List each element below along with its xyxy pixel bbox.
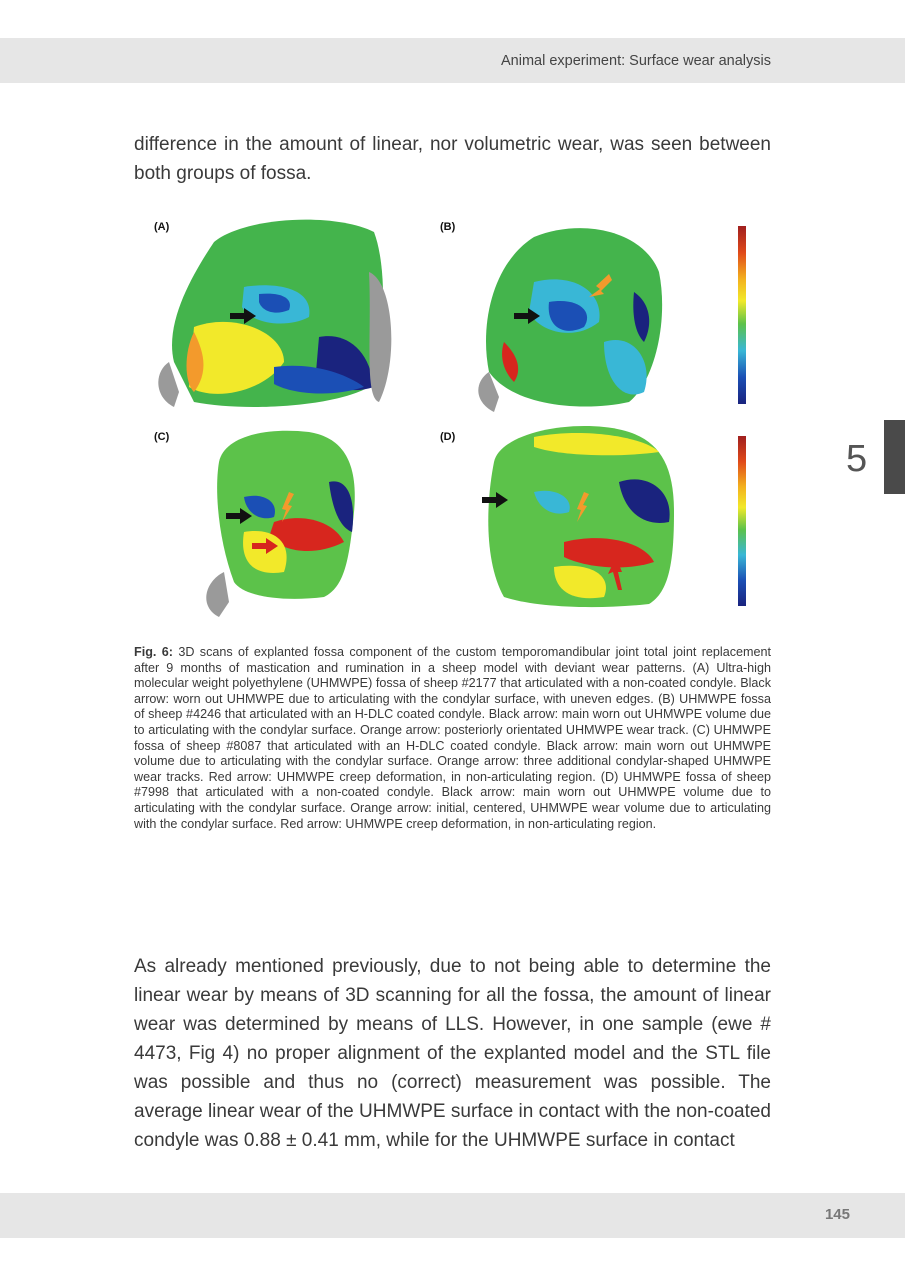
panel-b (440, 221, 662, 412)
panel-d (440, 426, 674, 607)
paragraph-continued: difference in the amount of linear, nor volumetric wear, was seen between both groups of fossa. (134, 134, 771, 184)
panel-c-label: (C) (154, 431, 170, 443)
chapter-tab (884, 420, 905, 494)
caption-label: Fig. 6: (134, 645, 173, 659)
footer-band (0, 1193, 905, 1238)
color-scale-bottom (738, 436, 746, 606)
page-number: 145 (824, 1206, 850, 1223)
color-scale-top (738, 226, 746, 404)
chapter-number: 5 (846, 438, 868, 480)
panel-c (154, 431, 355, 617)
panel-a (154, 220, 391, 407)
panel-d-label: (D) (440, 431, 456, 443)
figure-3d-scans (134, 212, 771, 622)
paragraph-linear-wear: As already mentioned previously, due to not being able to determine the linear wear by means of 3D scanning for all the fossa, the amount of linear wear was determined by means of LLS. However, in one sample (ewe # 4473, Fig 4) no proper alignment of the explanted model and the STL file was possible and thus no (correct) measurement was possible. The average linear wear of the UHMWPE surface in contact with the non-coated condyle was 0.88 ± 0.41 mm, while for the UHMWPE surface in contact (134, 956, 771, 1151)
figure-caption (134, 645, 771, 832)
caption-text: 3D scans of explanted fossa component of the custom temporomandibular joint total joint replacement after 9 months of mastication and rumination in a sheep model with deviant wear patterns. (A) Ultra-high molecular weight polyethylene (UHMWPE) fossa of sheep #2177 that articulated with a non-coated condyle. Black arrow: worn out UHMWPE due to articulating with the condylar surface, with uneven edges. (B) UHMWPE fossa of sheep #4246 that articulated with an H-DLC coated condyle. Black arrow: main worn out UHMWPE volume due to articulating with the condylar surface. Orange arrow: posteriorly orientated UHMWPE wear track. (C) UHMWPE fossa of sheep #8087 that articulated with an H-DLC coated condyle. Black arrow: main worn out UHMWPE volume due to articulating with the condylar surface. Orange arrow: three additional condylar-shaped UHMWPE wear tracks. Red arrow: UHMWPE creep deformation, in non-articulating region. (D) UHMWPE fossa of sheep #7998 that articulated with a non-coated condyle. Black arrow: main worn out UHMWPE volume due to articulating with the condylar surface. Orange arrow: initial, centered, UHMWPE wear volume due to articulating with the condylar surface. Red arrow: UHMWPE creep deformation, in non-articulating region. (134, 645, 771, 831)
running-head: Animal experiment: Surface wear analysis (501, 53, 771, 69)
panel-a-label: (A) (154, 221, 170, 233)
panel-b-label: (B) (440, 221, 456, 233)
